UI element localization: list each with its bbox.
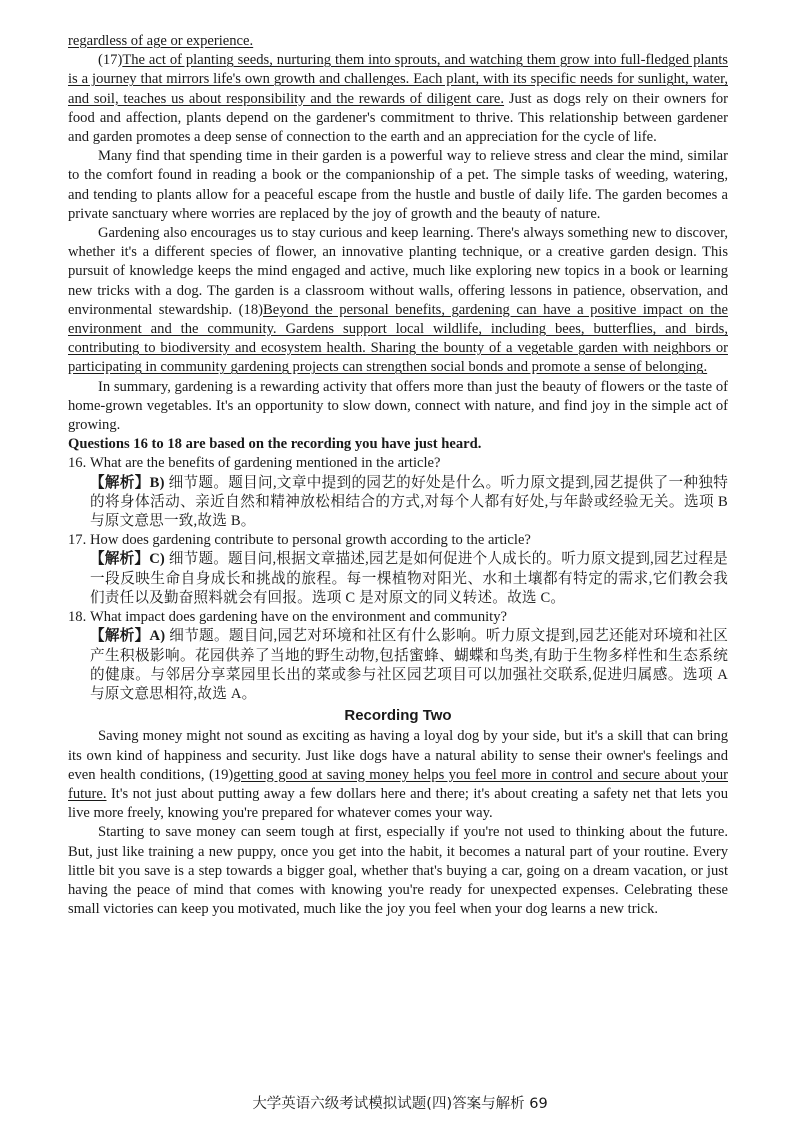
question-text [68, 608, 728, 627]
paragraph-stress-relief: Many find that spending time in their garden is a powerful way to relieve stress and clear the mind, similar to the comfort found in reading a book or the companionship of a pet. The simple tasks of weeding, watering, and tending to plants allow for a peaceful escape from the hustle and bustle of daily life. The garden becomes a private sanctuary where worries are replaced by the joy of growth and the beauty of nature. [68, 148, 728, 222]
document-page [68, 32, 728, 919]
question-prompt: How does gardening contribute to personal growth according to the article? [90, 532, 531, 549]
underlined-text: getting good at saving money helps you feel more in control and secure about your future. [68, 766, 729, 802]
question-prompt: What are the benefits of gardening mentioned in the article? [90, 455, 441, 472]
paragraph-text: Saving money might not sound as exciting as having a loyal dog by your side, but it's a skill that can bring its own kind of happiness and security. Just like dogs have a natural ability to sense their owner's feelings and even health conditions, [68, 728, 728, 783]
question-text [68, 454, 728, 473]
answer-explanation [68, 474, 728, 532]
underlined-text: The act of planting seeds, nurturing them into sprouts, and watching them grow into full-fledged plants is a journey that mirrors life's own growth and challenges. Each plant, with its specific needs for sunlight, water, and soil, teaches us about responsibility and the rewards of diligent care. [68, 52, 728, 107]
questions-heading: Questions 16 to 18 are based on the recording you have just heard. [68, 436, 482, 453]
question-marker: (19) [208, 766, 234, 783]
question-marker: (18) [238, 301, 263, 318]
paragraph-18 [68, 224, 728, 378]
question-text [68, 531, 728, 550]
paragraph-saving-habit: Starting to save money can seem tough at first, especially if you're not used to thinking about the future. But, just like training a new puppy, once you get into the habit, it becomes a natural part of your routine. Every little bit you save is a step towards a bigger goal, whether that's buying a car, going on a dream vacation, or just having the peace of mind that comes with knowing you're ready for unexpected expenses. Celebrating these small victories can keep you motivated, much like the joy you feel when your dog learns a new trick. [68, 824, 728, 918]
question-17 [68, 531, 728, 608]
paragraph-19 [68, 727, 728, 823]
answer-explanation [68, 550, 728, 608]
explanation-text: 细节题。题目问,根据文章描述,园艺是如何促进个人成长的。听力原文提到,园艺过程是一段反映生命自身成长和挑战的旅程。每一棵植物对阳光、水和土壤都有特定的需求,它们教会我们责任以及勤奋照料就会有回报。选项 C 是对原文的同义转述。故选 C。 [90, 551, 728, 606]
question-18 [68, 608, 728, 704]
question-prompt: What impact does gardening have on the environment and community? [90, 609, 508, 626]
question-number: 17. [68, 532, 87, 549]
answer-tag: 【解析】B) [90, 474, 165, 491]
explanation-text: 细节题。题目问,文章中提到的园艺的好处是什么。听力原文提到,园艺提供了一种独特的将身体活动、亲近自然和精神放松相结合的方式,对每个人都有好处,与年龄或经验无关。选项 B 与原文意思一致,故选 B。 [90, 474, 729, 530]
underlined-text: regardless of age or experience. [68, 33, 254, 49]
answer-tag: 【解析】C) [90, 551, 165, 568]
paragraph-continuation [68, 32, 728, 51]
paragraph-summary: In summary, gardening is a rewarding activity that offers more than just the beauty of flowers or the taste of home-grown vegetables. It's an opportunity to slow down, connect with nature, and find joy in the simple act of growing. [68, 378, 728, 434]
answer-tag: 【解析】A) [90, 628, 166, 645]
page-footer: 大学英语六级考试模拟试题(四)答案与解析 69 [252, 1096, 548, 1112]
explanation-text: 细节题。题目问,园艺对环境和社区有什么影响。听力原文提到,园艺还能对环境和社区产生积极影响。花园供养了当地的野生动物,包括蜜蜂、蝴蝶和鸟类,有助于生物多样性和生态系统的健康。与邻居分享菜园里长出的菜或参与社区园艺项目可以加强社交联系,促进归属感。选项 A 与原文意思相符,故选 A。 [90, 628, 728, 702]
question-number: 16. [68, 455, 87, 472]
question-16 [68, 454, 728, 531]
question-number: 18. [68, 609, 87, 626]
paragraph-text: Gardening also encourages us to stay curious and keep learning. There's always something new to discover, whether it's a different species of flower, an innovative planting technique, or a creative garden design. This pursuit of knowledge keeps the mind engaged and active, much like exploring new topics in a book or learning new tricks with a dog. The garden is a classroom without walls, offering lessons in patience, observation, and environmental stewardship. [68, 225, 728, 318]
underlined-text: Beyond the personal benefits, gardening can have a positive impact on the environment and the community. Gardens support local wildlife, including bees, butterflies, and birds, contributing to biodiversity and ecosystem health. Sharing the bounty of a vegetable garden with neighbors or participating in community gardening projects can strengthen social bonds and promote a sense of belonging. [68, 301, 728, 376]
paragraph-text: Just as dogs rely on their owners for food and affection, plants depend on the gardener's commitment to thrive. This relationship between gardener and garden promotes a deep sense of connection to the earth and an appreciation for the cycle of life. [68, 90, 728, 146]
paragraph-text: It's not just about putting away a few dollars here and there; it's about creating a safety net that lets you live more freely, knowing you're prepared for whatever comes your way. [68, 785, 728, 822]
paragraph-17 [68, 51, 728, 147]
question-marker: (17) [98, 52, 123, 69]
section-title: Recording Two [344, 707, 452, 725]
answer-explanation [68, 627, 728, 704]
